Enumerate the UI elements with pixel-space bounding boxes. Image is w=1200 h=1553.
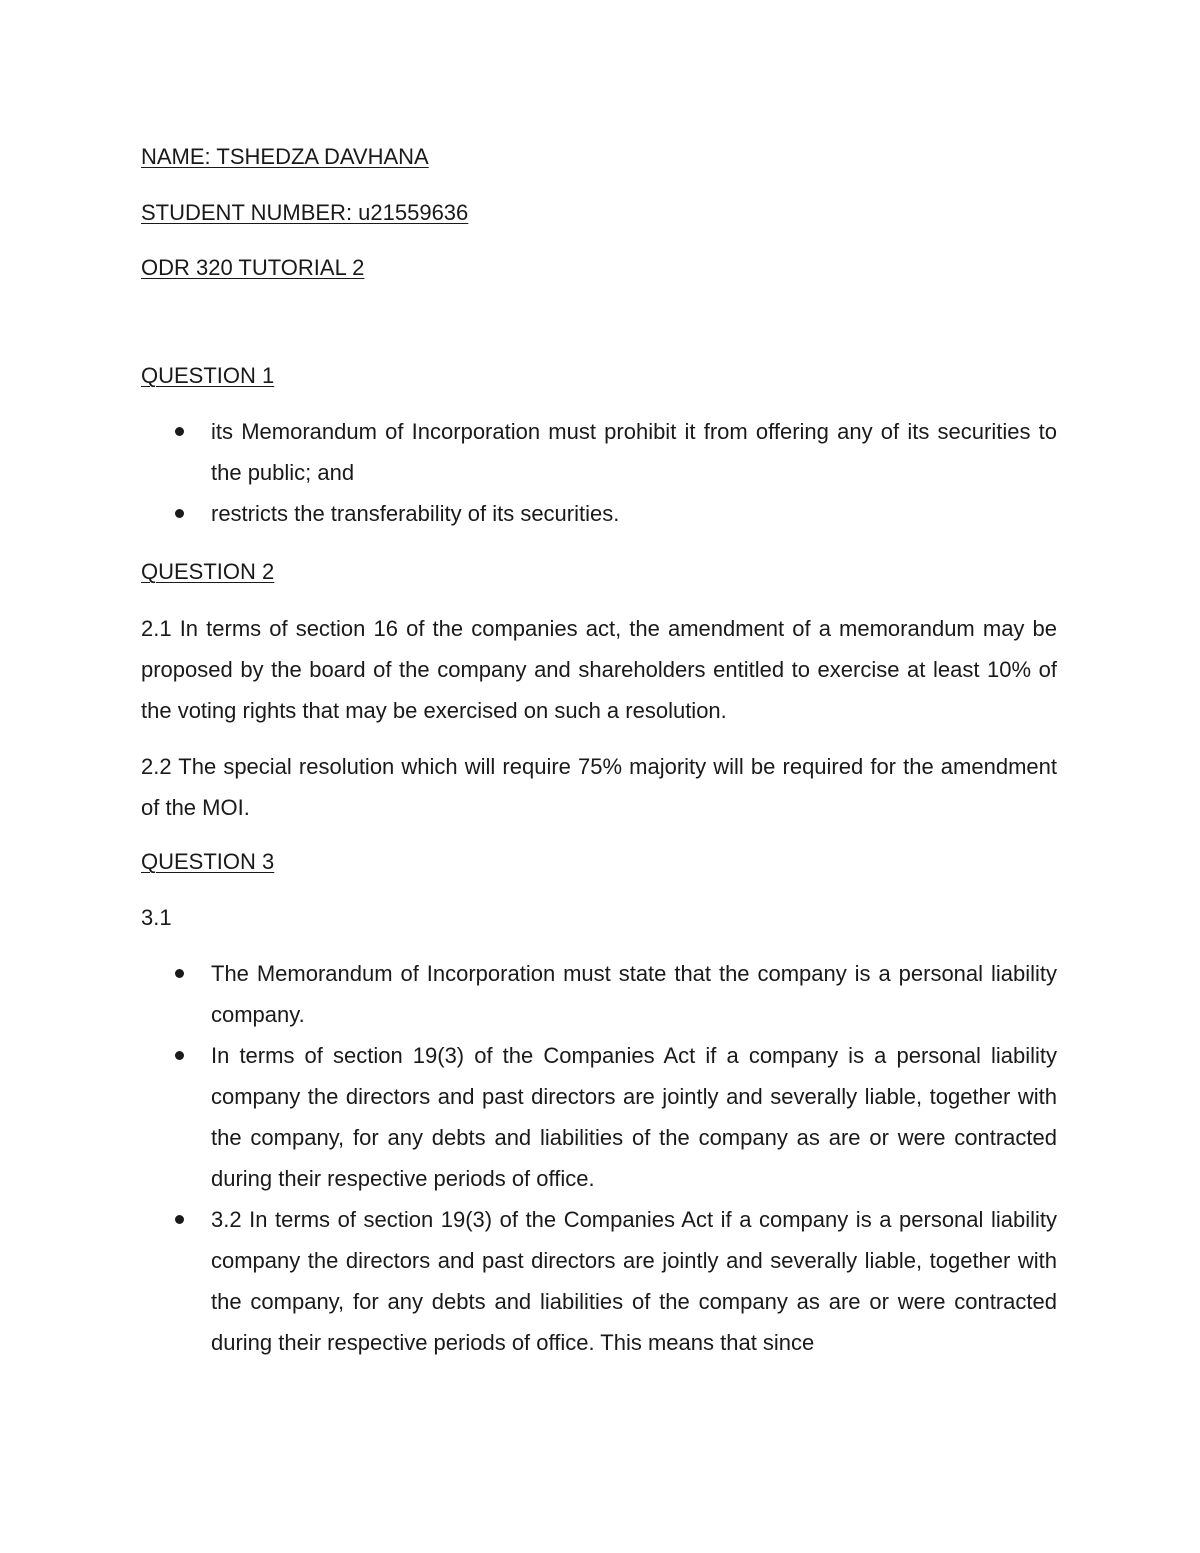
question-1-title: QUESTION 1	[141, 363, 275, 388]
sub-question-label: 3.1	[141, 905, 172, 930]
question-2-section	[141, 558, 1057, 828]
list-item-text: 3.2 In terms of section 19(3) of the Companies Act if a company is a personal liability company the directors and past directors are jointly and severally liable, together with the company, for any debts and liabilities of the company as are or were contracted during their respective periods of office. This means that since	[211, 1207, 1057, 1355]
bullet-icon	[175, 969, 184, 978]
list-item	[141, 1035, 1057, 1199]
list-item-text: restricts the transferability of its securities.	[211, 501, 620, 526]
list-item-text: The Memorandum of Incorporation must state that the company is a personal liability company.	[211, 961, 1057, 1027]
course-title: ODR 320 TUTORIAL 2	[141, 255, 365, 280]
list-item-text: its Memorandum of Incorporation must prohibit it from offering any of its securities to the public; and	[211, 419, 1057, 485]
student-name: NAME: TSHEDZA DAVHANA	[141, 144, 429, 169]
list-item	[141, 493, 1057, 534]
question-3-title: QUESTION 3	[141, 849, 275, 874]
question-1-section	[141, 362, 1057, 534]
bullet-icon	[175, 1215, 184, 1224]
bullet-icon	[175, 509, 184, 518]
question-2-title: QUESTION 2	[141, 559, 275, 584]
list-item	[141, 953, 1057, 1035]
answer-2-1: 2.1 In terms of section 16 of the companies act, the amendment of a memorandum may be proposed by the board of the company and shareholders entitled to exercise at least 10% of the voting rights that may be exercised on such a resolution.	[141, 616, 1057, 723]
bullet-icon	[175, 1051, 184, 1060]
list-item	[141, 411, 1057, 493]
list-item-text: In terms of section 19(3) of the Companies Act if a company is a personal liability company the directors and past directors are jointly and severally liable, together with the company, for any debts and liabilities of the company as are or were contracted during their respective periods of office.	[211, 1043, 1057, 1191]
question-1-list	[141, 411, 1057, 534]
student-number: STUDENT NUMBER: u21559636	[141, 200, 469, 225]
answer-2-2: 2.2 The special resolution which will require 75% majority will be required for the amendment of the MOI.	[141, 754, 1057, 820]
question-3-section	[141, 848, 1057, 1363]
list-item	[141, 1199, 1057, 1363]
bullet-icon	[175, 427, 184, 436]
question-3-list	[141, 953, 1057, 1363]
